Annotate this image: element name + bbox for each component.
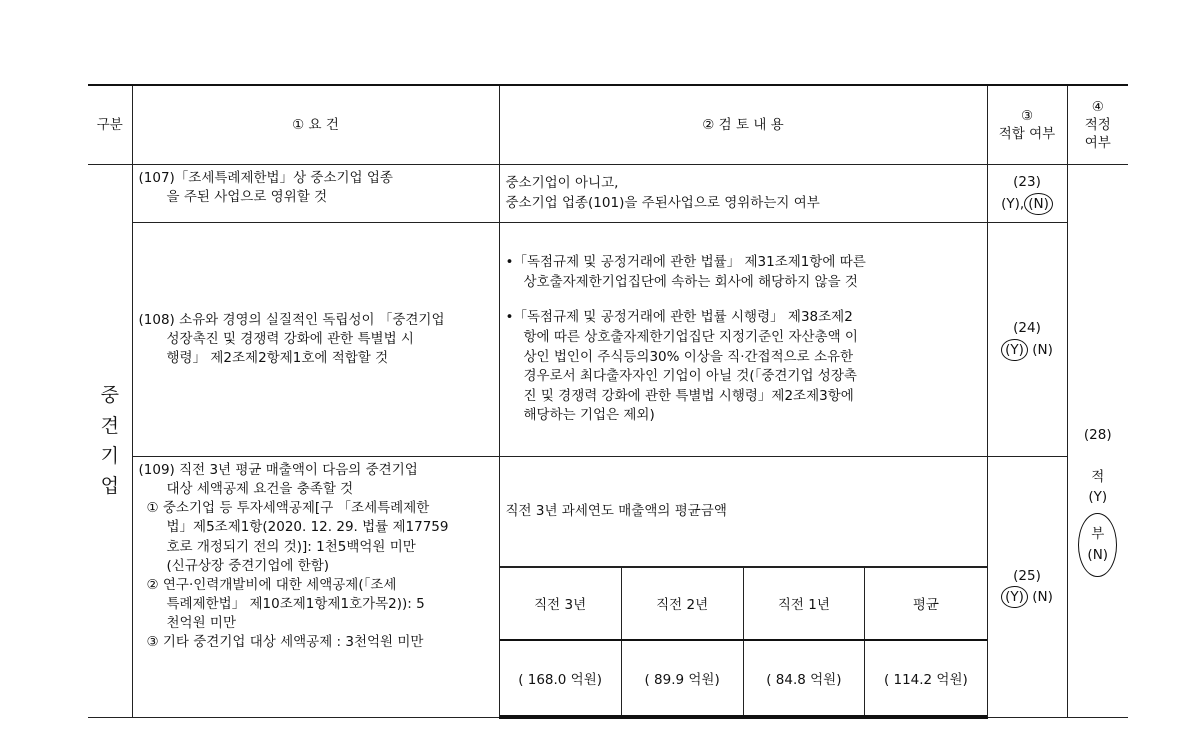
sales-value: ( 89.9 억원) [621,640,743,716]
sales-value: ( 84.8 억원) [743,640,865,716]
sales-table [500,567,987,717]
review-109-amounts [499,567,987,718]
category-char: 중 [100,384,119,407]
review-107: 중소기업이 아니고, 중소기업 업종(101)을 주된사업으로 영위하는지 여부 [499,165,987,223]
fit-108: (24) (Y) (N) [987,223,1067,457]
category-char: 업 [100,475,119,498]
selected-n-mark: (N) [1024,193,1053,215]
header-appropriate-label-1: 적정 [1084,116,1111,133]
header-appropriate-num: ④ [1091,98,1104,115]
category-char: 견 [100,414,119,437]
sales-col-header: 평균 [865,568,987,640]
review-108: •「독점규제 및 공정거래에 관한 법률」 제31조제1항에 따른 상호출자제한기업집단에 속하는 회사에 해당하지 않을 것 •「독점규제 및 공정거래에 관한 법률 시행령」 제38조제2 항에 따른 상호출자제한기업집단 지정기준인 자산총액 이 상인 법인이 주식등의30% 이상을 직·간접적으로 소유한 경우로서 최다출자자인 기업이 아닐 것(「중견기업 성장촉 진 및 경쟁력 강화에 관한 특별법 시행령」제2조제3항에 해당하는 기업은 제외) [499,223,987,457]
category-char: 기 [100,445,119,467]
requirement-108: (108) 소유와 경영의 실질적인 독립성이 「중견기업 성장촉진 및 경쟁력 강화에 관한 특별법 시 행령」 제2조제2항제1호에 적합할 것 [132,223,499,457]
appropriate-y: (Y) [1088,489,1108,506]
category-cell [88,165,132,718]
sales-col-header: 직전 3년 [500,568,622,640]
fit-107: (23) (Y), (N) [987,165,1067,223]
header-requirement: ① 요 건 [132,85,499,165]
header-fit-label: 적합 여부 [998,126,1056,142]
appropriate-label: 적 [1091,468,1105,485]
sales-value: ( 168.0 억원) [500,640,622,716]
header-fit-num: ③ [1020,107,1034,124]
requirement-109: (109) 직전 3년 평균 매출액이 다음의 중견기업 대상 세액공제 요건을 충족할 것 ① 중소기업 등 투자세액공제[구 「조세특례제한 법」제5조제1항(2020. 12. 29. 법률 제17759 호로 개정되기 전의 것)]: 1천5백억원 미만 (신규상장 중견기업에 한함) ② 연구·인력개발비에 대한 세액공제(「조세 특례제한법」 제10조제1항제1호가목2)): 5 천억원 미만 ③ 기타 중견기업 대상 세액공제 : 3천억원 미만 [132,457,499,718]
appropriate-selected-mark: 부 (N) [1078,513,1117,577]
appropriate-cell [1067,165,1128,718]
sales-col-header: 직전 1년 [743,568,865,640]
selected-y-mark: (Y) [1001,586,1028,608]
review-109-title: 직전 3년 과세연도 매출액의 평균금액 [499,457,987,567]
fit-109: (25) (Y) (N) [987,457,1067,718]
header-fit [987,85,1067,165]
selected-y-mark: (Y) [1001,339,1028,361]
header-appropriate [1067,85,1128,165]
header-appropriate-label-2: 여부 [1084,135,1111,152]
appropriate-num: (28) [1083,426,1112,443]
review-table [88,84,1128,719]
sales-value: ( 114.2 억원) [865,640,987,716]
header-category: 구분 [88,85,132,165]
sales-col-header: 직전 2년 [621,568,743,640]
requirement-107: (107)「조세특례제한법」상 중소기업 업종 을 주된 사업으로 영위할 것 [132,165,499,223]
header-review: ② 검 토 내 용 [499,85,987,165]
